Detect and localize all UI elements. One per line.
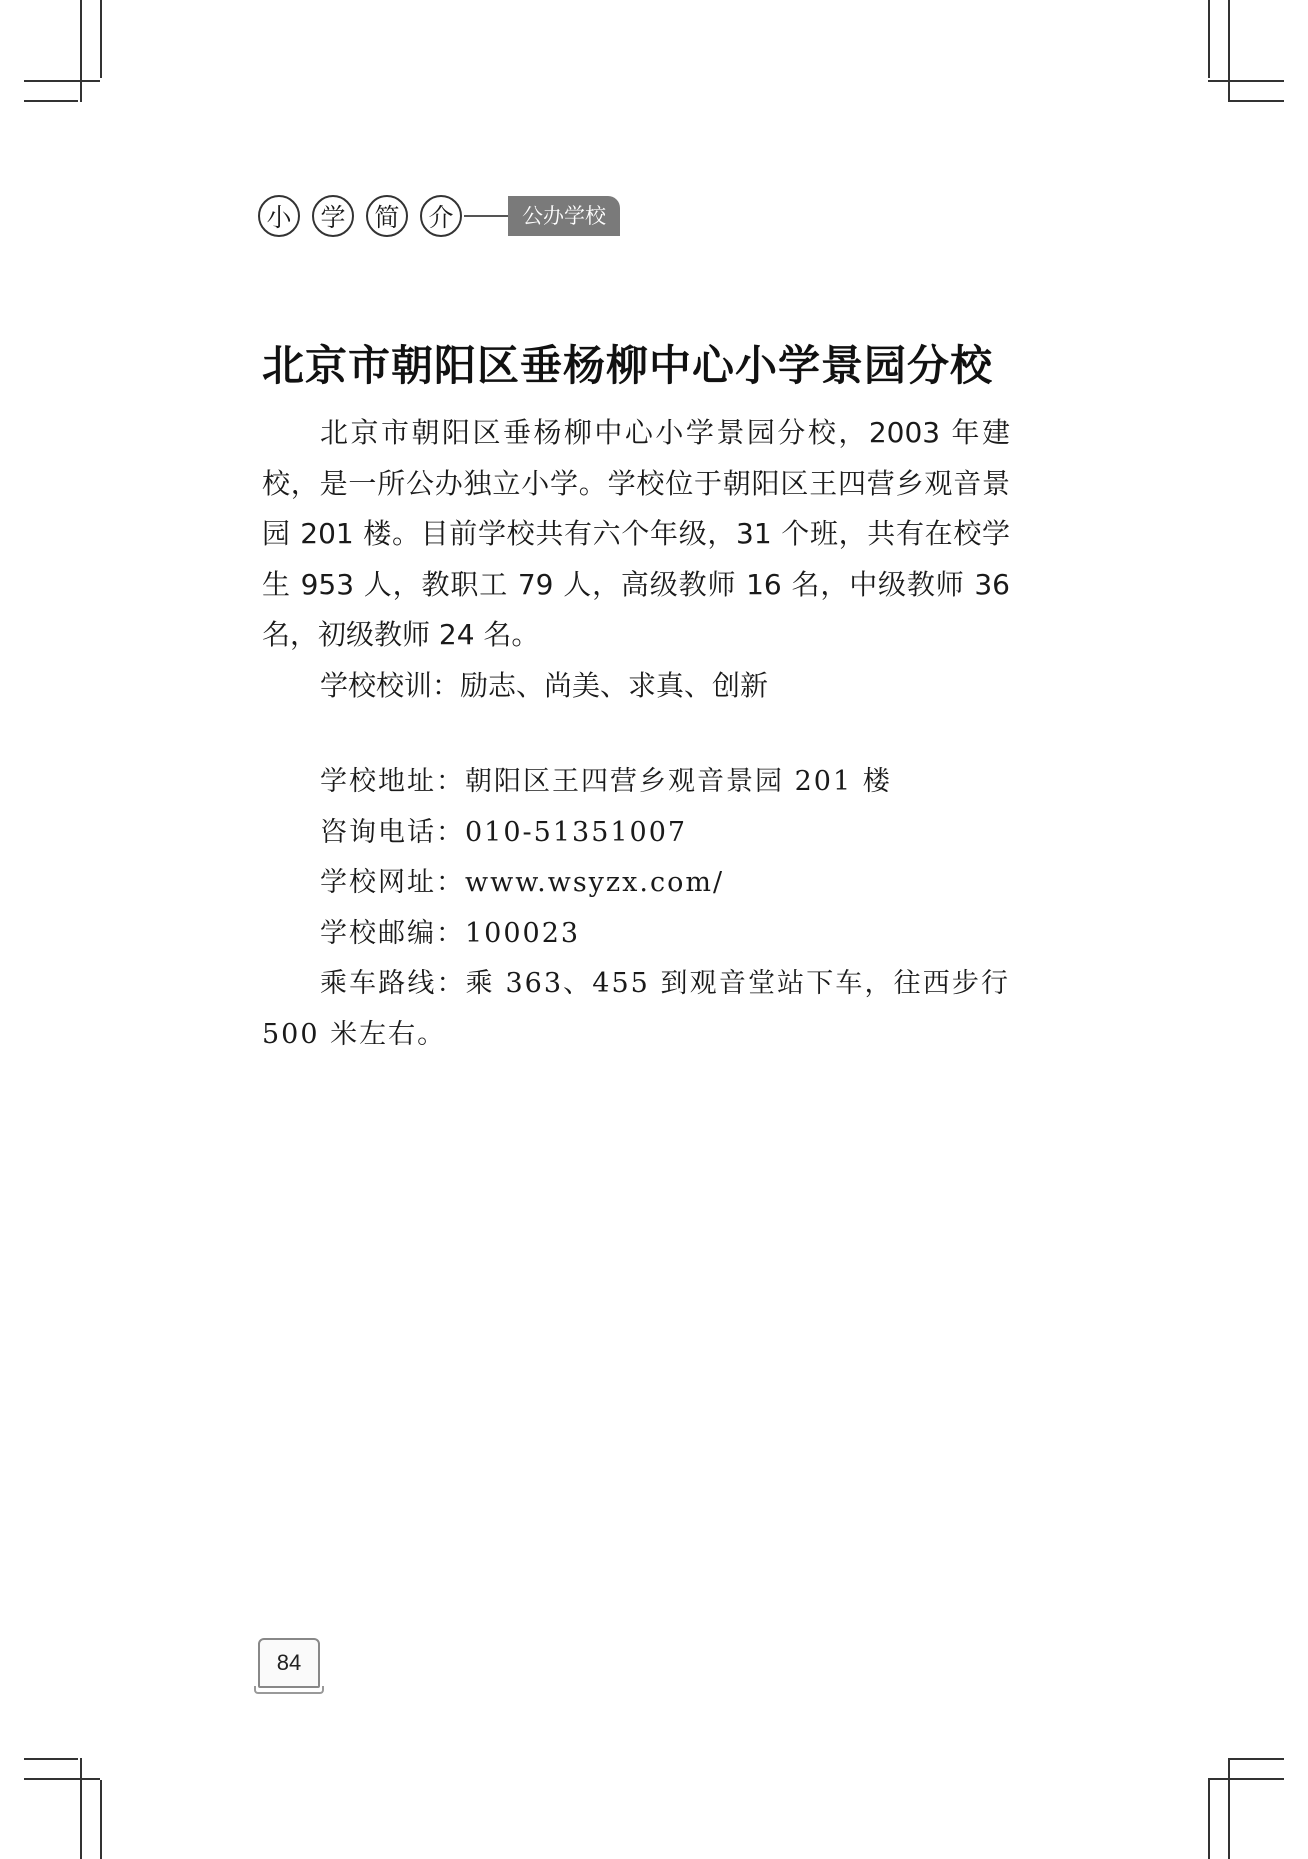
address-line: 学校地址：朝阳区王四营乡观音景园 201 楼 — [320, 766, 892, 797]
header-char: 小 — [258, 195, 300, 237]
category-tag: 公办学校 — [508, 196, 620, 236]
motto-paragraph: 学校校训：励志、尚美、求真、创新 — [320, 668, 769, 702]
header-char: 介 — [420, 195, 462, 237]
intro-paragraph: 北京市朝阳区垂杨柳中心小学景园分校，2003 年建校，是一所公办独立小学。学校位于朝阳区王四营乡观音景园 201 楼。目前学校共有六个年级，31 个班，共有在校学生 953 人，教职工 79 人，高级教师 16 名，中级教师 36 名，初级教师 24 名。 — [262, 416, 1010, 651]
school-title: 北京市朝阳区垂杨柳中心小学景园分校 — [262, 341, 994, 390]
section-header — [258, 192, 620, 240]
school-description — [262, 408, 1010, 711]
school-info — [262, 757, 1010, 1060]
website-line: 学校网址：www.wsyzx.com/ — [320, 867, 725, 898]
header-connector — [464, 215, 508, 217]
phone-line: 咨询电话：010-51351007 — [320, 816, 688, 848]
header-char: 简 — [366, 195, 408, 237]
page-number: 84 — [258, 1638, 320, 1688]
route-line: 乘车路线：乘 363、455 到观音堂站下车，往西步行 500 米左右。 — [262, 968, 1010, 1050]
header-char: 学 — [312, 195, 354, 237]
postcode-line: 学校邮编：100023 — [320, 917, 581, 949]
